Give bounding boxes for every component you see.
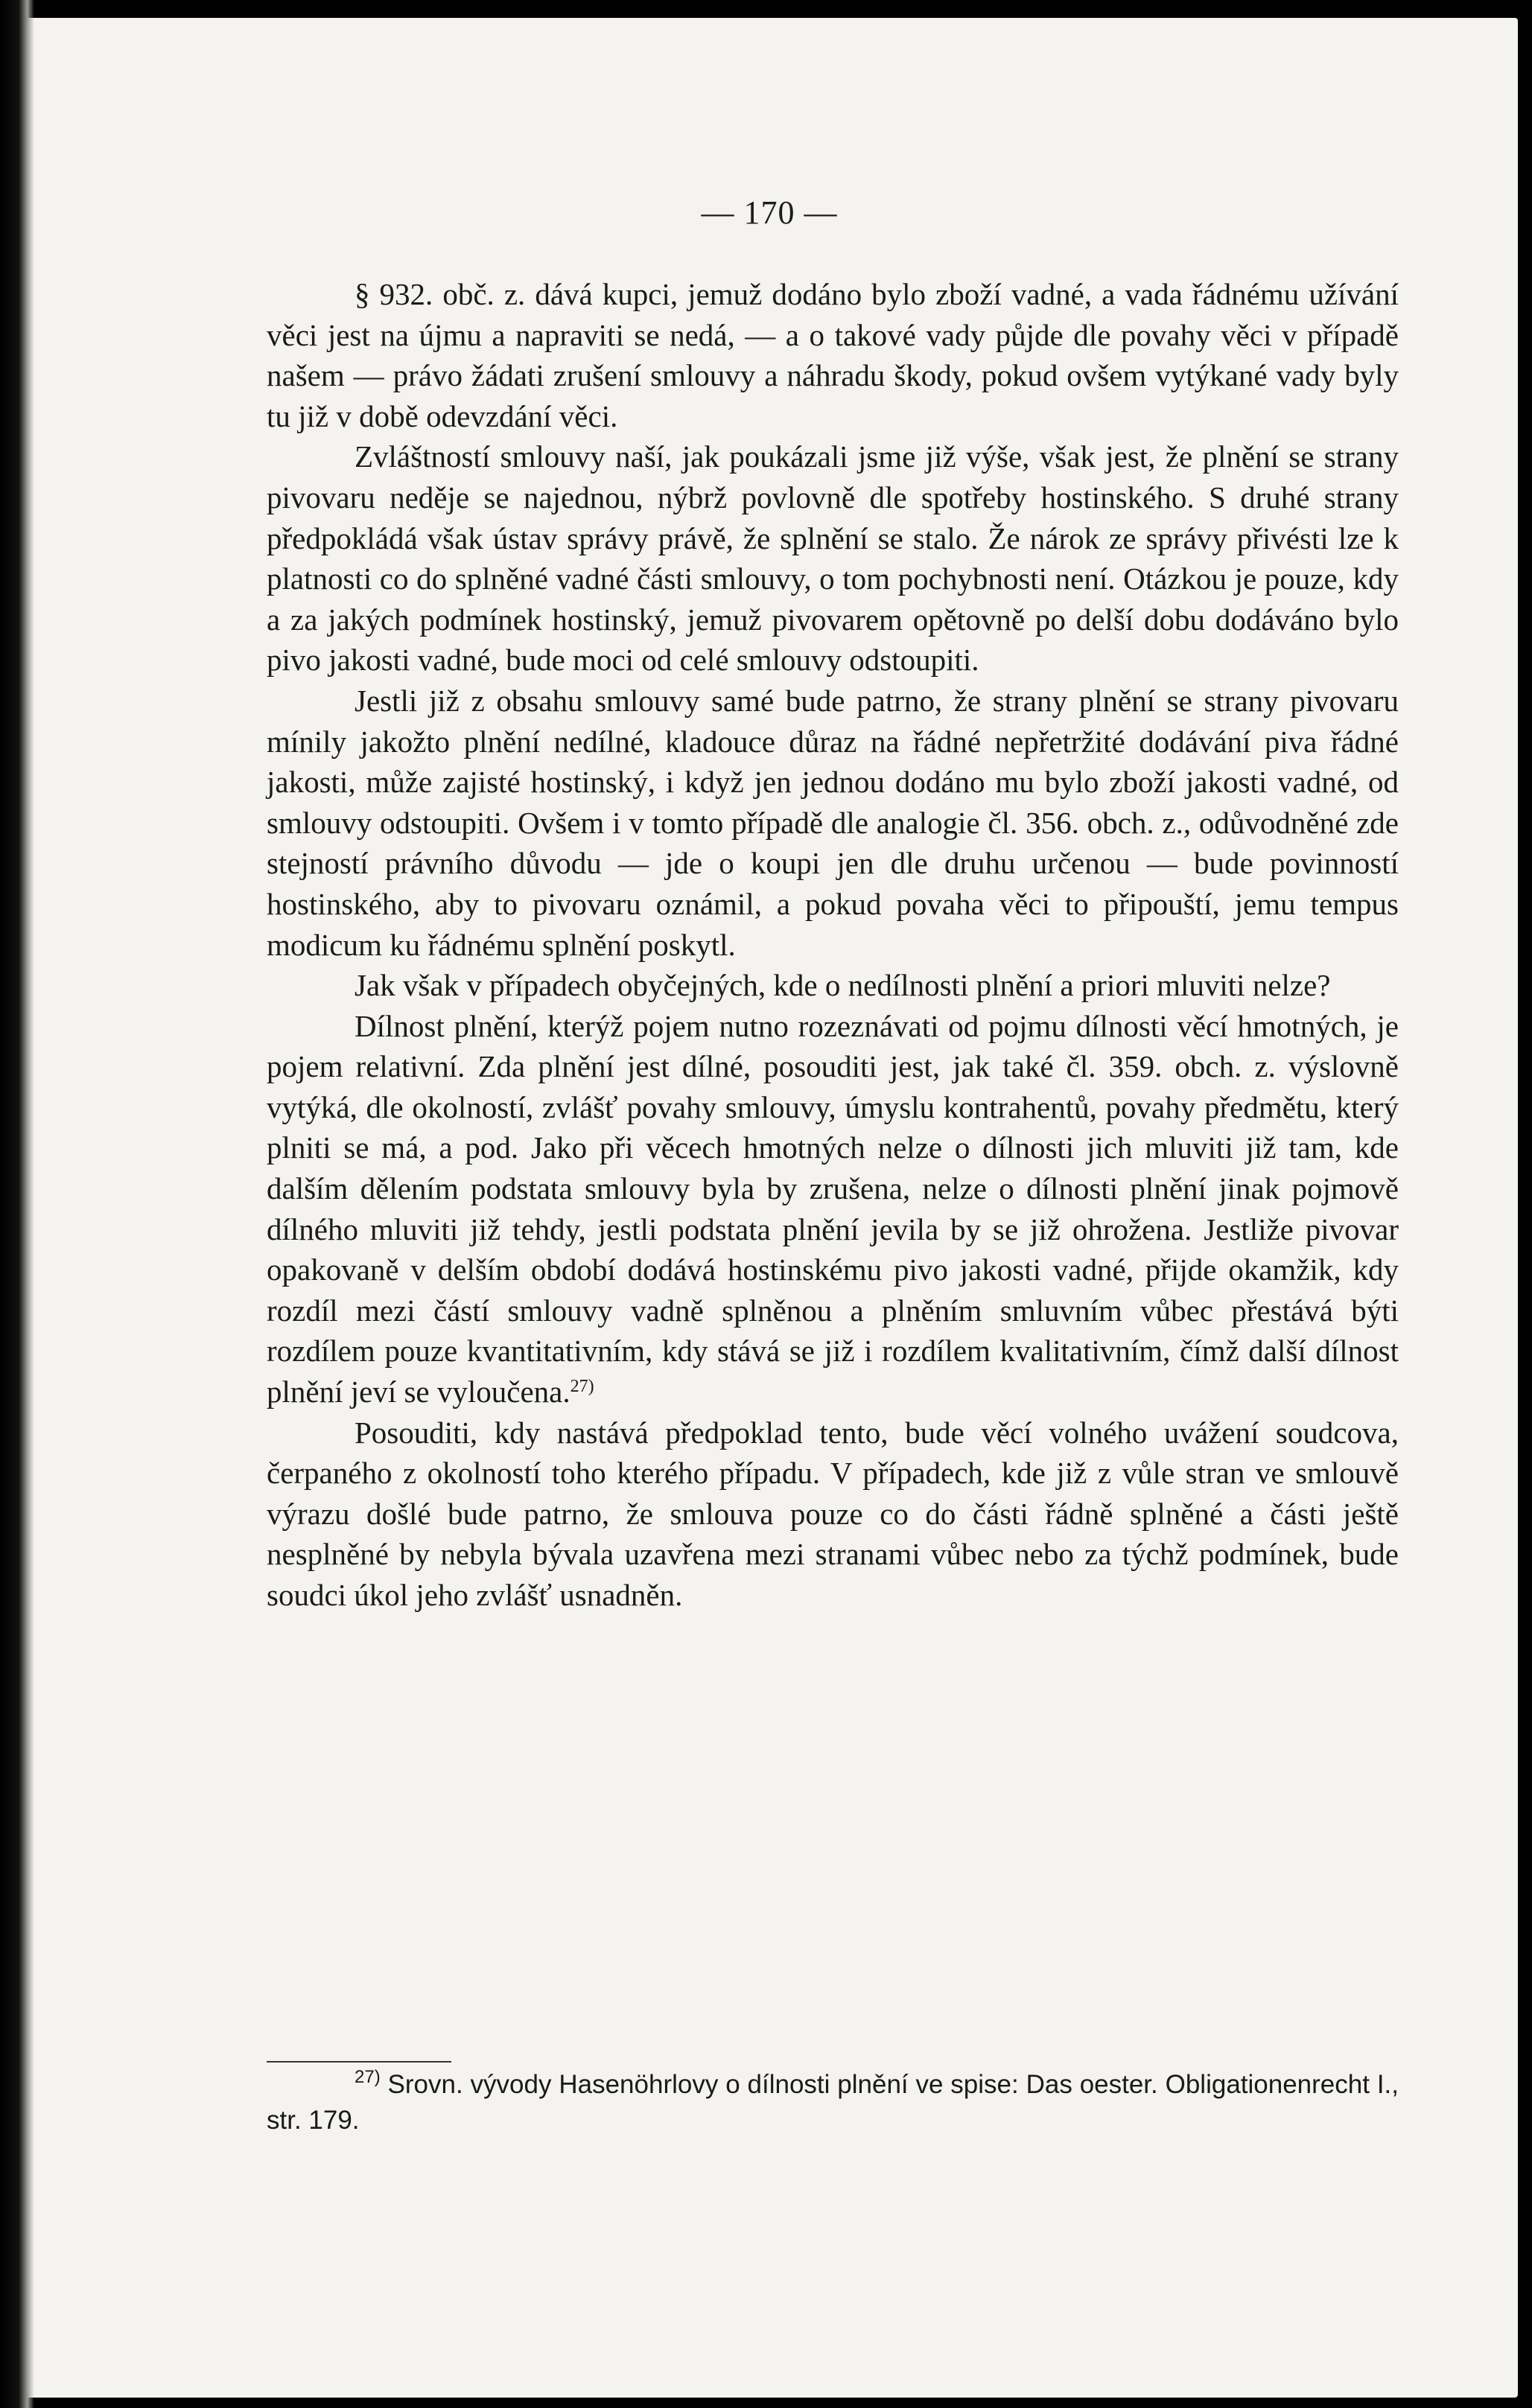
page-number: — 170 — [701,194,838,231]
paragraph-4: Jak však v případech obyčejných, kde o nedílnosti plnění a priori mluviti nelze? [355,968,1331,1003]
footnote [267,2067,1399,2138]
paragraph-6: Posouditi, kdy nastává předpoklad tento, bude věcí volného uvážení soudcova, čerpaného z okolností toho kterého případu. V případech, kde již z vůle stran ve smlouvě výrazu došlé bude patrno, že smlouva pouze co do části řádně splněné a části ještě nesplněné by nebyla bývala uzavřena mezi stranami vůbec nebo za týchž podmínek, bude soudci úkol jeho zvlášť usnadněn. [267,1415,1399,1612]
paragraph-5 [267,1006,1399,1412]
footnote-reference[interactable]: 27) [570,1377,594,1397]
footnote-divider [267,2061,451,2063]
paragraph-1: § 932. obč. z. dává kupci, jemuž dodáno bylo zboží vadné, a vada řádnému užívání věci jest na újmu a napraviti se nedá, — a o takové vady půjde dle povahy věci v případě našem — právo žádati zrušení smlouvy a náhradu škody, pokud ovšem vytýkané vady byly tu již v době odevzdání věci. [267,277,1399,433]
footnote-marker: 27) [355,2067,381,2087]
paragraph-5-text: Dílnost plnění, kterýž pojem nutno rozeznávati od pojmu dílnosti věcí hmotných, je pojem relativní. Zda plnění jest dílné, posouditi jest, jak také čl. 359. obch. z. výslovně vytýká, dle okolností, zvlášť povahy smlouvy, úmyslu kontrahentů, povahy předmětu, který plniti se má, a pod. Jako při věcech hmotných nelze o dílnosti jich mluviti již tam, kde dalším dělením podstata smlouvy byla by zrušena, nelze o dílnosti plnění jinak pojmově dílného mluviti již tehdy, jestli podstata plnění jevila by se již ohrožena. Jestliže pivovar opakovaně v delším období dodává hostinskému pivo jakosti vadné, přijde okamžik, kdy rozdíl mezi částí smlouvy vadně splněnou a plněním smluvním vůbec přestává býti rozdílem pouze kvantitativním, kdy stává se již i rozdílem kvalitativním, čímž další dílnost plnění jeví se vyloučena. [267,1008,1399,1410]
footnote-text: Srovn. vývody Hasenöhrlovy o dílnosti plnění ve spise: Das oester. Obligationenrecht I., str. 179. [267,2070,1399,2135]
paragraph-3: Jestli již z obsahu smlouvy samé bude patrno, že strany plnění se strany pivovaru mínily jakožto plnění nedílné, kladouce důraz na řádné nepřetržité dodávání piva řádné jakosti, může zajisté hostinský, i když jen jednou dodáno mu bylo zboží jakosti vadné, od smlouvy odstoupiti. Ovšem i v tomto případě dle analogie čl. 356. obch. z., odůvodněné zde stejností právního důvodu — jde o koupi jen dle druhu určenou — bude povinností hostinského, aby to pivovaru oznámil, a pokud povaha věci to připouští, jemu tempus modicum ku řádnému splnění poskytl. [267,683,1399,962]
paragraph-2: Zvláštností smlouvy naší, jak poukázali jsme již výše, však jest, že plnění se strany pivovaru neděje se najednou, nýbrž povlovně dle spotřeby hostinského. S druhé strany předpokládá však ústav správy právě, že splnění se stalo. Že nárok ze správy přivésti lze k platnosti co do splněné vadné části smlouvy, o tom pochybnosti není. Otázkou je pouze, kdy a za jakých podmínek hostinský, jemuž pivovarem opětovně po delší dobu dodáváno bylo pivo jakosti vadné, bude moci od celé smlouvy odstoupiti. [267,439,1399,678]
main-text [267,274,1399,1616]
